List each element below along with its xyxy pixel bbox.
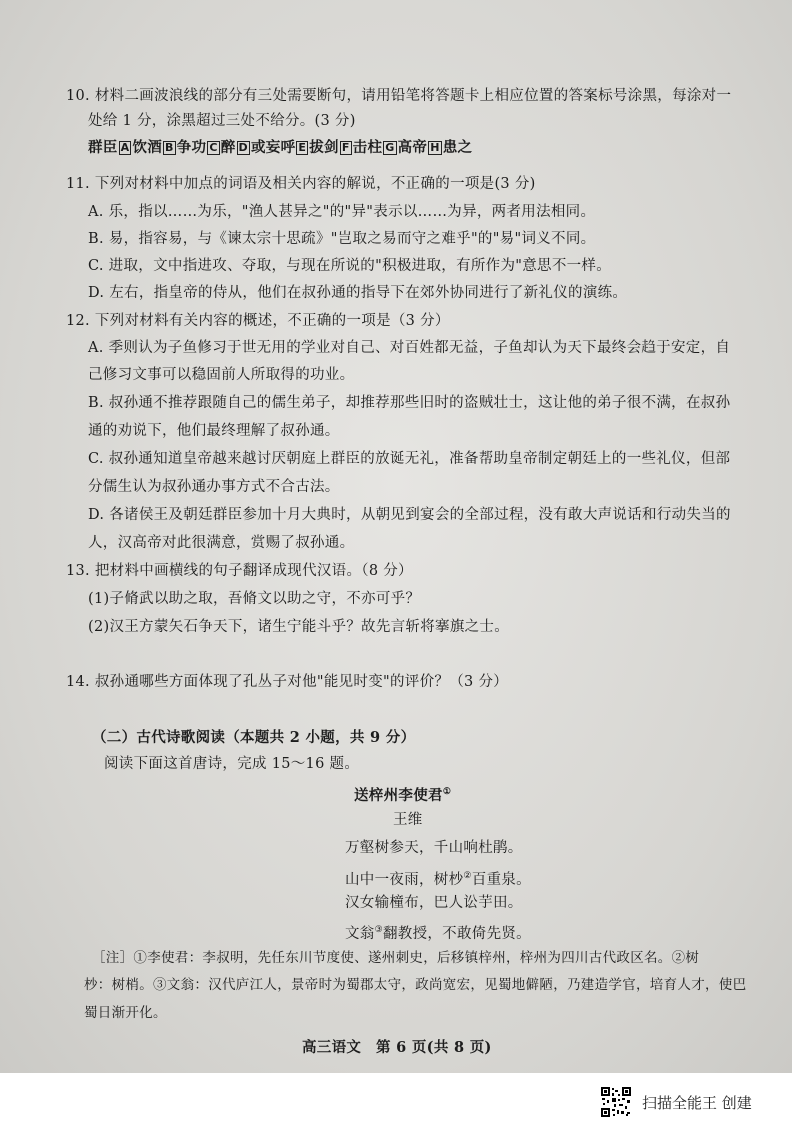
q11-option-d: D. 左右，指皇帝的侍从，他们在叔孙通的指导下在郊外协同进行了新礼仪的演练。 — [88, 285, 628, 301]
notes-line-1: ［注］①李使君：李叔明，先任东川节度使、遂州刺史，后移镇梓州，梓州为四川古代政区名。②树 — [92, 950, 700, 966]
q10-option-box: B — [165, 141, 174, 154]
q10-option-box: F — [341, 141, 350, 154]
q13-sentence-2: (2)汉王方蒙矢石争天下，诸生宁能斗乎？故先言斩将搴旗之士。 — [88, 619, 510, 635]
q10-segment: 或妄呼 — [250, 139, 296, 156]
notes-line-3: 蜀日渐开化。 — [84, 1005, 167, 1021]
poem-line-2 — [345, 866, 531, 890]
poem-line-4 — [345, 920, 531, 944]
brand-label: 扫描全能王 创建 — [642, 1093, 752, 1112]
poem-line-text: 山中一夜雨，树杪 — [345, 872, 464, 888]
q12-option-b-line2: 通的劝说下，他们最终理解了叔孙通。 — [88, 423, 340, 439]
q10-segment: 饮酒 — [132, 139, 163, 156]
page-footer: 高三语文 第 6 页(共 8 页) — [302, 1039, 492, 1056]
notes-line-2: 杪：树梢。③文翁：汉代庐江人，景帝时为蜀郡太守，政尚宽宏，见蜀地僻陋，乃建造学官，培育人才，使巴 — [84, 977, 747, 993]
poem-line-3: 汉女输橦布，巴人讼芋田。 — [345, 895, 523, 911]
q14-stem: 14. 叔孙通哪些方面体现了孔丛子对他"能见时变"的评价？（3 分） — [66, 674, 509, 690]
q10-option-box: D — [238, 141, 248, 154]
q12-option-a-line1: A. 季则认为子鱼修习于世无用的学业对自己、对百姓都无益，子鱼却认为天下最终会趋于安定，自 — [88, 340, 731, 356]
q11-stem: 11. 下列对材料中加点的词语及相关内容的解说，不正确的一项是(3 分) — [66, 176, 536, 192]
poem-line-text: 文翁 — [345, 926, 375, 942]
footnote-marker: ③ — [374, 925, 383, 935]
q12-option-a-line2: 己修习文事可以稳固前人所取得的功业。 — [88, 367, 355, 383]
q10-segment: 拔剑 — [309, 139, 339, 156]
footnote-marker: ① — [442, 787, 452, 797]
q11-option-c: C. 进取，文中指进攻、夺取，与现在所说的"积极进取，有所作为"意思不一样。 — [88, 258, 612, 274]
section-heading: （二）古代诗歌阅读（本题共 2 小题，共 9 分） — [92, 729, 416, 746]
q12-option-c-line2: 分儒生认为叔孙通办事方式不合古法。 — [88, 479, 340, 495]
q10-segment: 高帝 — [397, 139, 428, 156]
scanner-brand — [600, 1086, 752, 1118]
q12-stem: 12. 下列对材料有关内容的概述，不正确的一项是（3 分） — [66, 313, 450, 329]
q10-sentence — [88, 138, 472, 158]
q10-segment: 群臣 — [88, 139, 118, 156]
q13-stem: 13. 把材料中画横线的句子翻译成现代汉语。（8 分） — [66, 563, 413, 579]
q12-option-c-line1: C. 叔孙通知道皇帝越来越讨厌朝庭上群臣的放诞无礼，准备帮助皇帝制定朝廷上的一些礼仪，但部 — [88, 451, 731, 467]
poem-title — [354, 782, 451, 806]
q10-option-box: E — [298, 141, 307, 154]
q12-option-d-line1: D. 各诸侯王及朝廷群臣参加十月大典时，从朝见到宴会的全部过程，没有敢大声说话和行动失当的 — [88, 507, 731, 523]
q10-option-box: A — [120, 141, 130, 154]
poem-title-text: 送梓州李使君 — [354, 787, 443, 804]
poem-author: 王维 — [393, 812, 423, 828]
q10-option-box: H — [430, 141, 440, 154]
section-intro: 阅读下面这首唐诗，完成 15～16 题。 — [104, 756, 360, 772]
q12-option-b-line1: B. 叔孙通不推荐跟随自己的儒生弟子，却推荐那些旧时的盗贼壮士，这让他的弟子很不满，在叔孙 — [88, 395, 731, 411]
qr-code-icon — [600, 1086, 632, 1118]
q10-segment: 击柱 — [352, 139, 383, 156]
poem-line-text: 百重泉。 — [471, 872, 531, 888]
q11-option-a: A. 乐，指以……为乐，"渔人甚异之"的"异"表示以……为异，两者用法相同。 — [88, 204, 596, 220]
q10-segment: 醉 — [220, 139, 236, 156]
poem-line-1: 万壑树参天，千山响杜鹃。 — [345, 840, 523, 856]
poem-line-text: 翻教授，不敢倚先贤。 — [382, 926, 531, 942]
q11-option-b: B. 易，指容易，与《谏太宗十思疏》"岂取之易而守之难乎"的"易"词义不同。 — [88, 231, 596, 247]
q12-option-d-line2: 人，汉高帝对此很满意，赏赐了叔孙通。 — [88, 535, 355, 551]
q13-sentence-1: (1)子脩武以助之取，吾脩文以助之守，不亦可乎？ — [88, 591, 421, 607]
q10-segment: 争功 — [176, 139, 207, 156]
q10-stem-line1: 10. 材料二画波浪线的部分有三处需要断句，请用铅笔将答题卡上相应位置的答案标号涂黑，每涂对一 — [66, 88, 732, 104]
q10-option-box: G — [385, 141, 395, 154]
q10-stem-line2: 处给 1 分，涂黑超过三处不给分。(3 分) — [88, 113, 356, 129]
q10-segment: 患之 — [442, 139, 473, 156]
q10-option-box: C — [209, 141, 218, 154]
footnote-marker: ② — [463, 871, 472, 881]
